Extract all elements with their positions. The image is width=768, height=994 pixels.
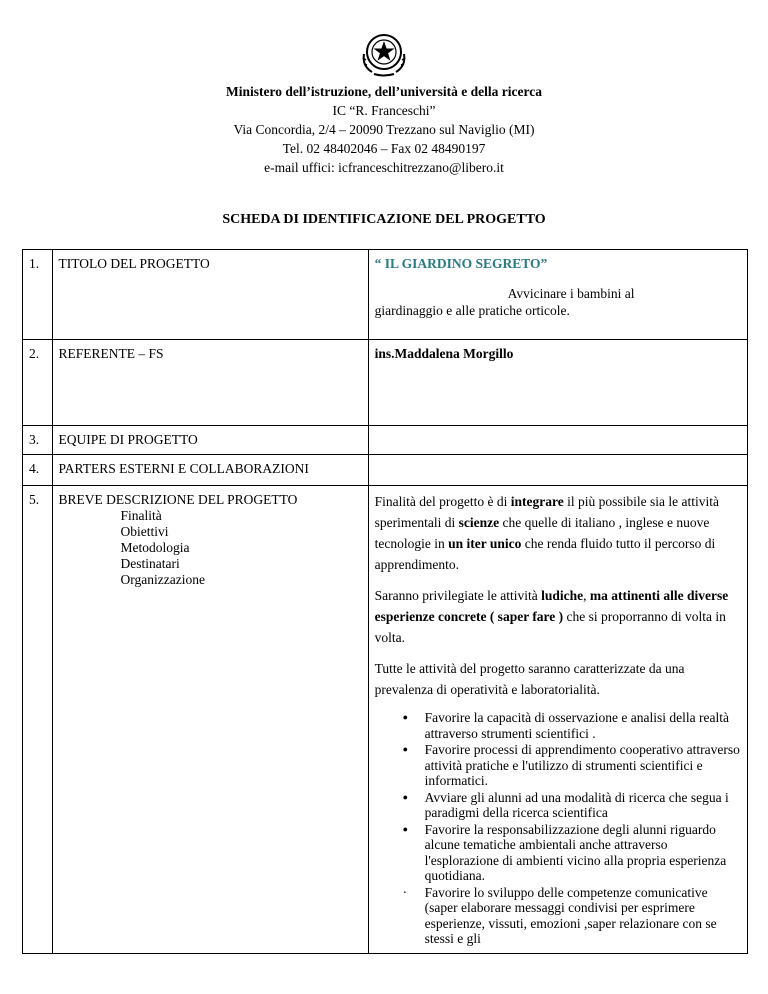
project-description-cell <box>368 486 747 954</box>
goals-list <box>375 710 741 947</box>
school-email: e-mail uffici: icfranceschitrezzano@libero.it <box>264 160 504 175</box>
ministry-name: Ministero dell’istruzione, dell’università e della ricerca <box>226 84 542 99</box>
row-label: PARTERS ESTERNI E COLLABORAZIONI <box>52 455 368 486</box>
sub-item-metodologia: Metodologia <box>120 540 190 555</box>
bullet-icon: ● <box>402 712 409 722</box>
list-item: ● Avviare gli alunni ad una modalità di ricerca che segua i paradigmi della ricerca scientifica <box>402 789 729 820</box>
table-row <box>23 340 748 426</box>
republic-emblem-icon <box>358 30 410 78</box>
sub-item-obiettivi: Obiettivi <box>120 524 169 539</box>
description-paragraph-3: Tutte le attività del progetto saranno caratterizzate da una prevalenza di operatività e laboratorialità. <box>374 661 685 697</box>
project-subtitle-line-2: giardinaggio e alle pratiche orticole. <box>374 303 570 318</box>
row-label: BREVE DESCRIZIONE DEL PROGETTO <box>58 492 298 507</box>
document-title: SCHEDA DI IDENTIFICAZIONE DEL PROGETTO <box>222 212 546 227</box>
table-row <box>23 486 748 954</box>
school-header <box>0 82 768 177</box>
row-number: 1. <box>23 250 53 340</box>
project-subtitle-line-1: Avvicinare i bambini al <box>507 286 635 301</box>
list-item: ● Favorire la responsabilizzazione degli alunni riguardo alcune tematiche ambientali anche attraverso l'esplorazione di ambienti vicino alla propria esperienza quotidiana. <box>402 821 727 883</box>
school-address: Via Concordia, 2/4 – 20090 Trezzano sul Naviglio (MI) <box>233 122 535 137</box>
project-title: “ IL GIARDINO SEGRETO” <box>374 256 548 271</box>
row-number: 3. <box>23 426 53 455</box>
list-item: · Favorire lo sviluppo delle competenze comunicative (saper elaborare messaggi condivisi per esprimere esperienze, vissuti, emozioni ,saper relazionare con se stessi e gli <box>402 884 717 946</box>
list-item: ● Favorire processi di apprendimento cooperativo attraverso attività pratiche e l'utilizzo di strumenti scientifici e informatici. <box>402 742 740 788</box>
description-paragraph-1: Finalità del progetto è di integrare il più possibile sia le attività sperimentali di scienze che quelle di italiano , inglese e nuove tecnologie in un iter unico che renda fluido tutto il percorso di apprendimento. <box>374 494 719 572</box>
row-number: 2. <box>23 340 53 426</box>
sub-item-finalita: Finalità <box>120 508 162 523</box>
referent-name: ins.Maddalena Morgillo <box>368 340 747 426</box>
school-phone: Tel. 02 48402046 – Fax 02 48490197 <box>282 141 486 156</box>
list-item: ● Favorire la capacità di osservazione e analisi della realtà attraverso strumenti scientifici . <box>402 710 729 741</box>
row-number: 5. <box>23 486 53 954</box>
row-label: EQUIPE DI PROGETTO <box>52 426 368 455</box>
row-value <box>368 455 747 486</box>
row-value <box>368 426 747 455</box>
table-row <box>23 455 748 486</box>
bullet-icon: ● <box>402 744 409 754</box>
description-label-cell <box>52 486 368 954</box>
bullet-icon: ● <box>402 823 409 834</box>
table-row <box>23 250 748 340</box>
bullet-icon: · <box>402 884 408 900</box>
project-identification-table <box>22 249 748 954</box>
bullet-icon: ● <box>402 791 409 802</box>
sub-item-destinatari: Destinatari <box>120 556 180 571</box>
project-title-cell <box>368 250 747 340</box>
row-number: 4. <box>23 455 53 486</box>
row-label: TITOLO DEL PROGETTO <box>52 250 368 340</box>
sub-item-organizzazione: Organizzazione <box>120 572 205 587</box>
description-paragraph-2: Saranno privilegiate le attività ludiche, ma attinenti alle diverse esperienze concrete ( saper fare ) che si proporranno di volta in volta. <box>374 588 729 645</box>
row-label: REFERENTE – FS <box>52 340 368 426</box>
table-row <box>23 426 748 455</box>
school-name: IC “R. Franceschi” <box>332 103 436 118</box>
